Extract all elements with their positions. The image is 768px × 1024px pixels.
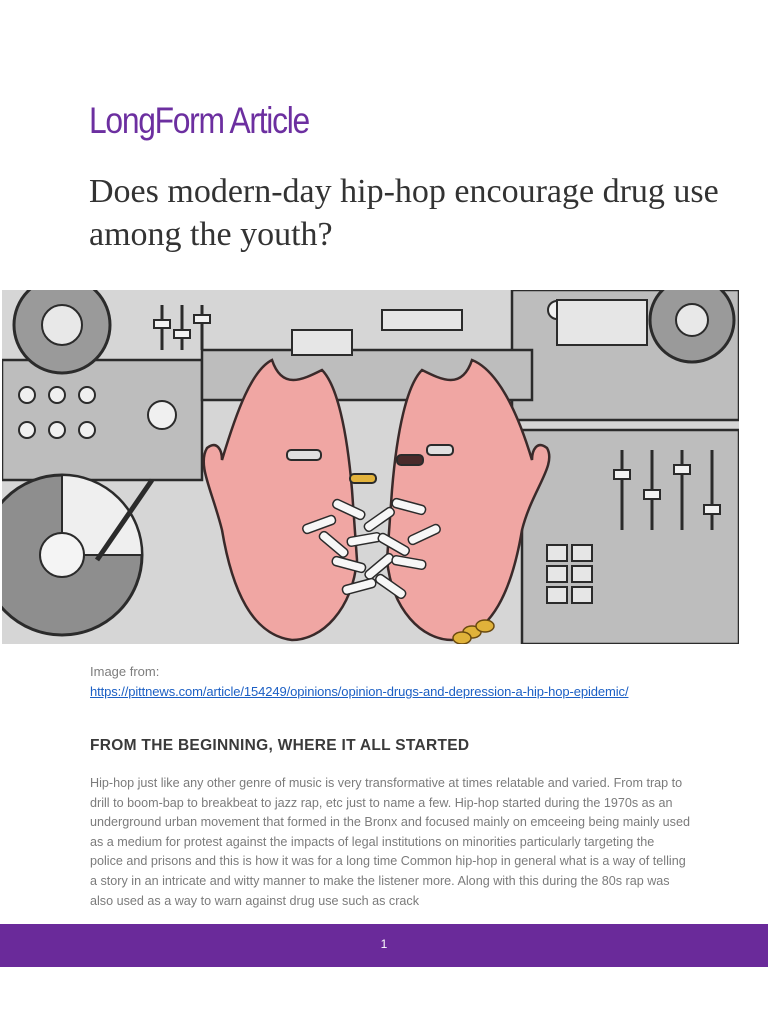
article-headline: Does modern-day hip-hop encourage drug use among the youth? [89,173,719,253]
image-caption-label: Image from: [90,664,160,679]
article-kicker: LongForm Article [89,100,309,141]
section-heading: FROM THE BEGINNING, WHERE IT ALL STARTED [90,737,470,754]
hero-illustration [2,290,739,644]
page-footer-bar [0,924,768,967]
image-source-link[interactable]: https://pittnews.com/article/154249/opinions/opinion-drugs-and-depression-a-hip-hop-epidemic/ [90,684,629,699]
page-number: 1 [380,937,388,951]
section-body-paragraph: Hip-hop just like any other genre of music is very transformative at times relatable and varied. From trap to drill to boom-bap to breakbeat to jazz rap, etc just to name a few. Hip-hop started during the 1970s as an underground urban movement that formed in the Bronx and focused mainly on emceeing being mainly used as a medium for protest against the impacts of legal institutions on minorities particularly targeting the police and prisons and this is how it was for a long time Common hip-hop in general what is a way of telling a story in an intricate and witty manner to make the listener more. Along with this during the 80s rap was also used as a way to warn against drug use such as crack [90,776,690,908]
hands-on-mixing-console-illustration [2,290,739,644]
